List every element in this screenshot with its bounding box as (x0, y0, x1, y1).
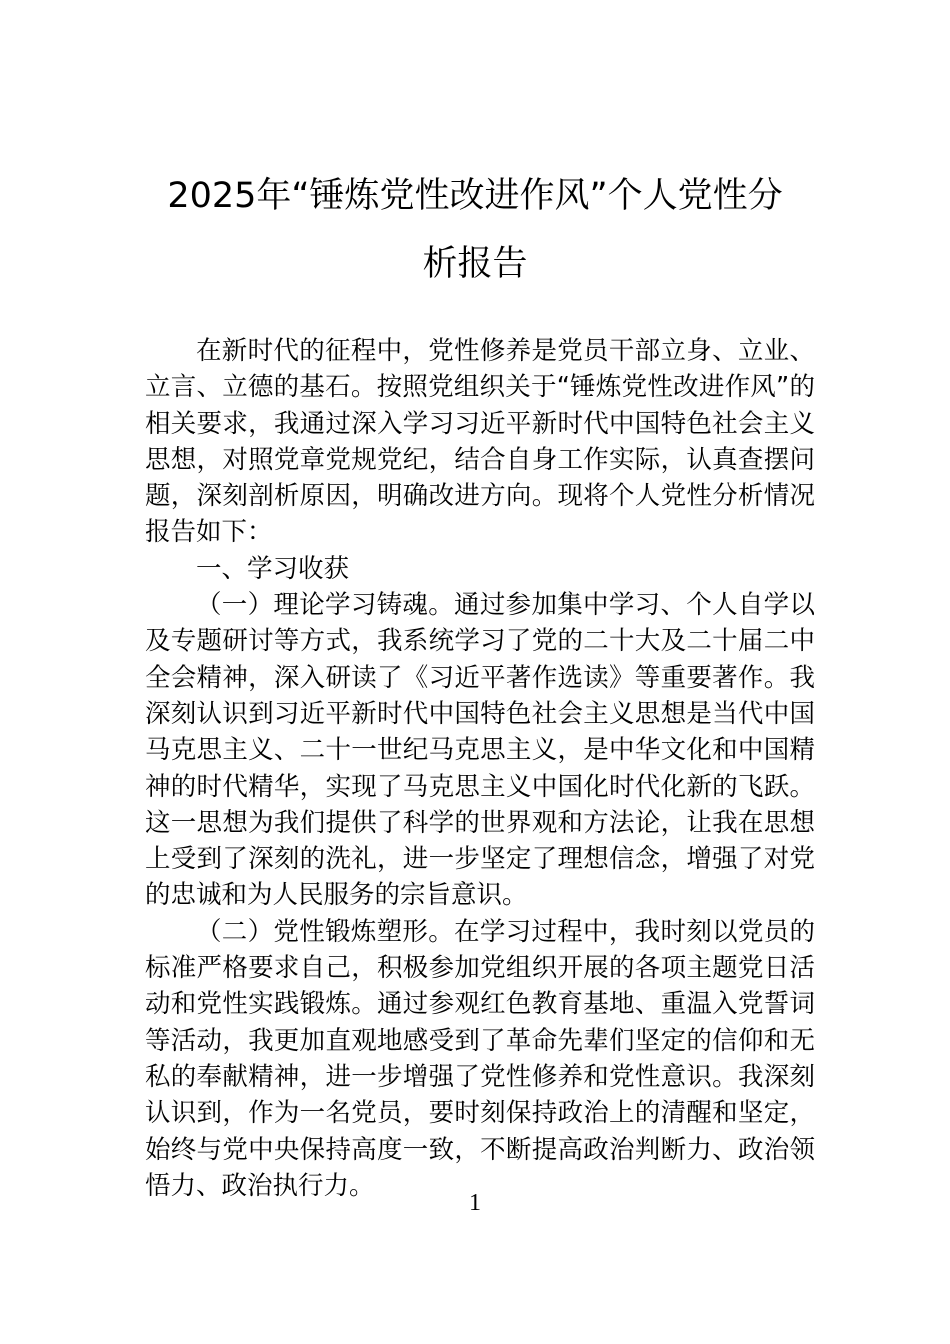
intro-paragraph: 在新时代的征程中，党性修养是党员干部立身、立业、立言、立德的基石。按照党组织关于“锤炼党性改进作风”的相关要求，我通过深入学习习近平新时代中国特色社会主义思想，对照党章党规党纪，结合自身工作实际，认真查摆问题，深刻剖析原因，明确改进方向。现将个人党性分析情况报告如下： (145, 336, 815, 548)
document-title (120, 162, 830, 298)
document-body (145, 333, 815, 1204)
body-paragraph: （二）党性锻炼塑形。在学习过程中，我时刻以党员的标准严格要求自己，积极参加党组织开展的各项主题党日活动和党性实践锻炼。通过参观红色教育基地、重温入党誓词等活动，我更加直观地感受到了革命先辈们坚定的信仰和无私的奉献精神，进一步增强了党性修养和党性意识。我深刻认识到，作为一名党员，要时刻保持政治上的清醒和坚定，始终与党中央保持高度一致，不断提高政治判断力、政治领悟力、政治执行力。 (145, 916, 815, 1201)
page-number: 1 (469, 1190, 481, 1216)
section-heading: 一、学习收获 (196, 553, 350, 584)
title-line-1: 2025年“锤炼党性改进作风”个人党性分 (167, 176, 783, 216)
body-paragraph: （一）理论学习铸魂。通过参加集中学习、个人自学以及专题研讨等方式，我系统学习了党的二十大及二十届二中全会精神，深入研读了《习近平著作选读》等重要著作。我深刻认识到习近平新时代中国特色社会主义思想是当代中国马克思主义、二十一世纪马克思主义，是中华文化和中国精神的时代精华，实现了马克思主义中国化时代化新的飞跃。这一思想为我们提供了科学的世界观和方法论，让我在思想上受到了深刻的洗礼，进一步坚定了理想信念，增强了对党的忠诚和为人民服务的宗旨意识。 (145, 590, 815, 911)
title-line-2: 析报告 (422, 244, 528, 284)
